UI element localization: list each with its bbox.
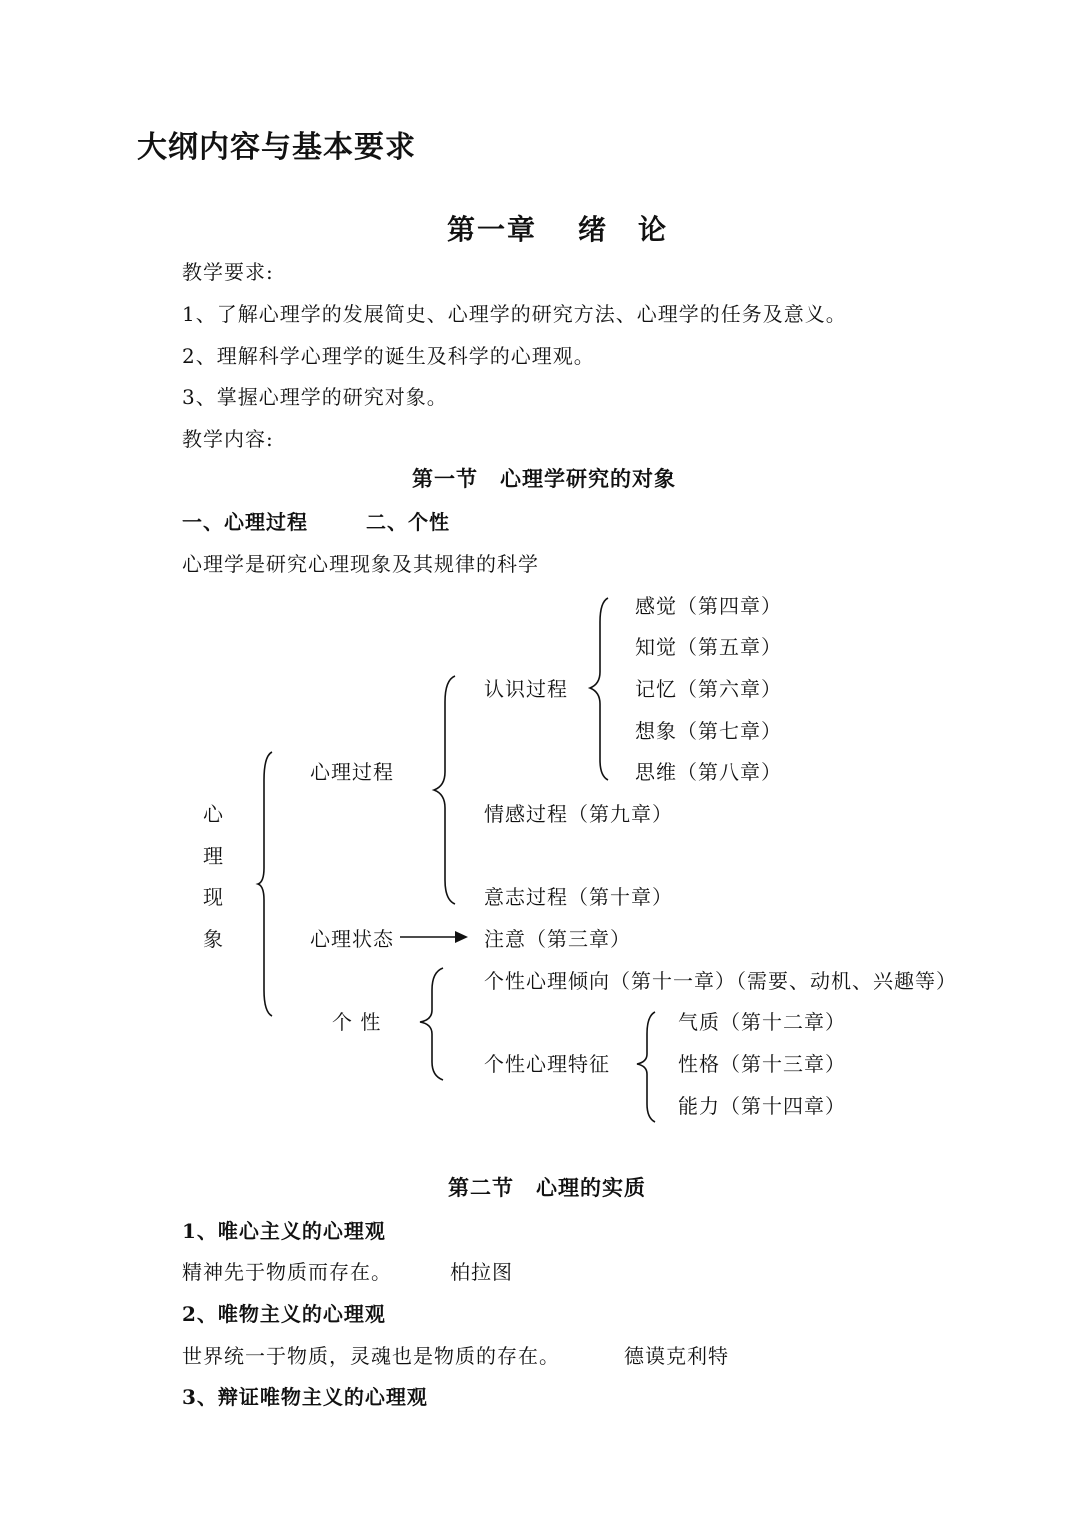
point-1-text: 精神先于物质而存在。	[182, 1260, 392, 1284]
root-char-4: 象	[203, 927, 224, 951]
chapter-number: 第一章	[447, 213, 538, 246]
section2-title: 第二节 心理的实质	[448, 1175, 646, 1200]
node-state: 心理状态	[310, 927, 394, 951]
section1-subhead-2: 二、个性	[366, 510, 450, 534]
cognition-item-1: 感觉（第四章）	[635, 594, 782, 618]
trait-item-2: 性格（第十三章）	[678, 1052, 846, 1076]
node-tendency: 个性心理倾向（第十一章）（需要、动机、兴趣等）	[484, 969, 957, 993]
point-1-person: 柏拉图	[450, 1260, 513, 1284]
content-heading: 教学内容:	[182, 427, 274, 451]
point-1-heading: 1、唯心主义的心理观	[182, 1219, 386, 1243]
trait-item-1: 气质（第十二章）	[678, 1010, 846, 1034]
cognition-brace	[590, 598, 608, 780]
section1-definition: 心理学是研究心理现象及其规律的科学	[182, 552, 539, 576]
point-3-heading: 3、辩证唯物主义的心理观	[182, 1385, 428, 1409]
point-2-heading: 2、唯物主义的心理观	[182, 1302, 386, 1326]
root-brace	[258, 752, 272, 1016]
document-title: 大纲内容与基本要求	[137, 130, 416, 165]
state-arrow-head	[455, 931, 468, 943]
cognition-item-2: 知觉（第五章）	[635, 635, 782, 659]
requirements-heading: 教学要求:	[182, 260, 274, 284]
cognition-item-5: 思维（第八章）	[635, 760, 782, 784]
point-2-text: 世界统一于物质，灵魂也是物质的存在。	[182, 1344, 560, 1368]
root-char-3: 现	[203, 885, 224, 909]
node-personality: 个 性	[332, 1010, 382, 1034]
node-emotion: 情感过程（第九章）	[484, 802, 673, 826]
cognition-item-4: 想象（第七章）	[635, 719, 782, 743]
section1-title: 第一节 心理学研究的对象	[412, 466, 676, 491]
requirement-item-3: 3、掌握心理学的研究对象。	[182, 385, 448, 409]
node-trait: 个性心理特征	[484, 1052, 610, 1076]
personality-brace	[420, 968, 443, 1080]
section1-subhead-1: 一、心理过程	[182, 510, 308, 534]
trait-item-3: 能力（第十四章）	[678, 1094, 846, 1118]
trait-brace	[637, 1012, 655, 1122]
node-will: 意志过程（第十章）	[484, 885, 673, 909]
node-process: 心理过程	[310, 760, 394, 784]
requirement-item-2: 2、理解科学心理学的诞生及科学的心理观。	[182, 344, 595, 368]
node-attention: 注意（第三章）	[484, 927, 631, 951]
root-char-1: 心	[203, 802, 224, 826]
process-brace	[434, 676, 455, 904]
point-2-person: 德谟克利特	[624, 1344, 729, 1368]
node-cognition: 认识过程	[484, 677, 568, 701]
requirement-item-1: 1、了解心理学的发展简史、心理学的研究方法、心理学的任务及意义。	[182, 302, 847, 326]
cognition-item-3: 记忆（第六章）	[635, 677, 782, 701]
root-char-2: 理	[203, 844, 224, 868]
chapter-name: 绪 论	[578, 213, 669, 246]
